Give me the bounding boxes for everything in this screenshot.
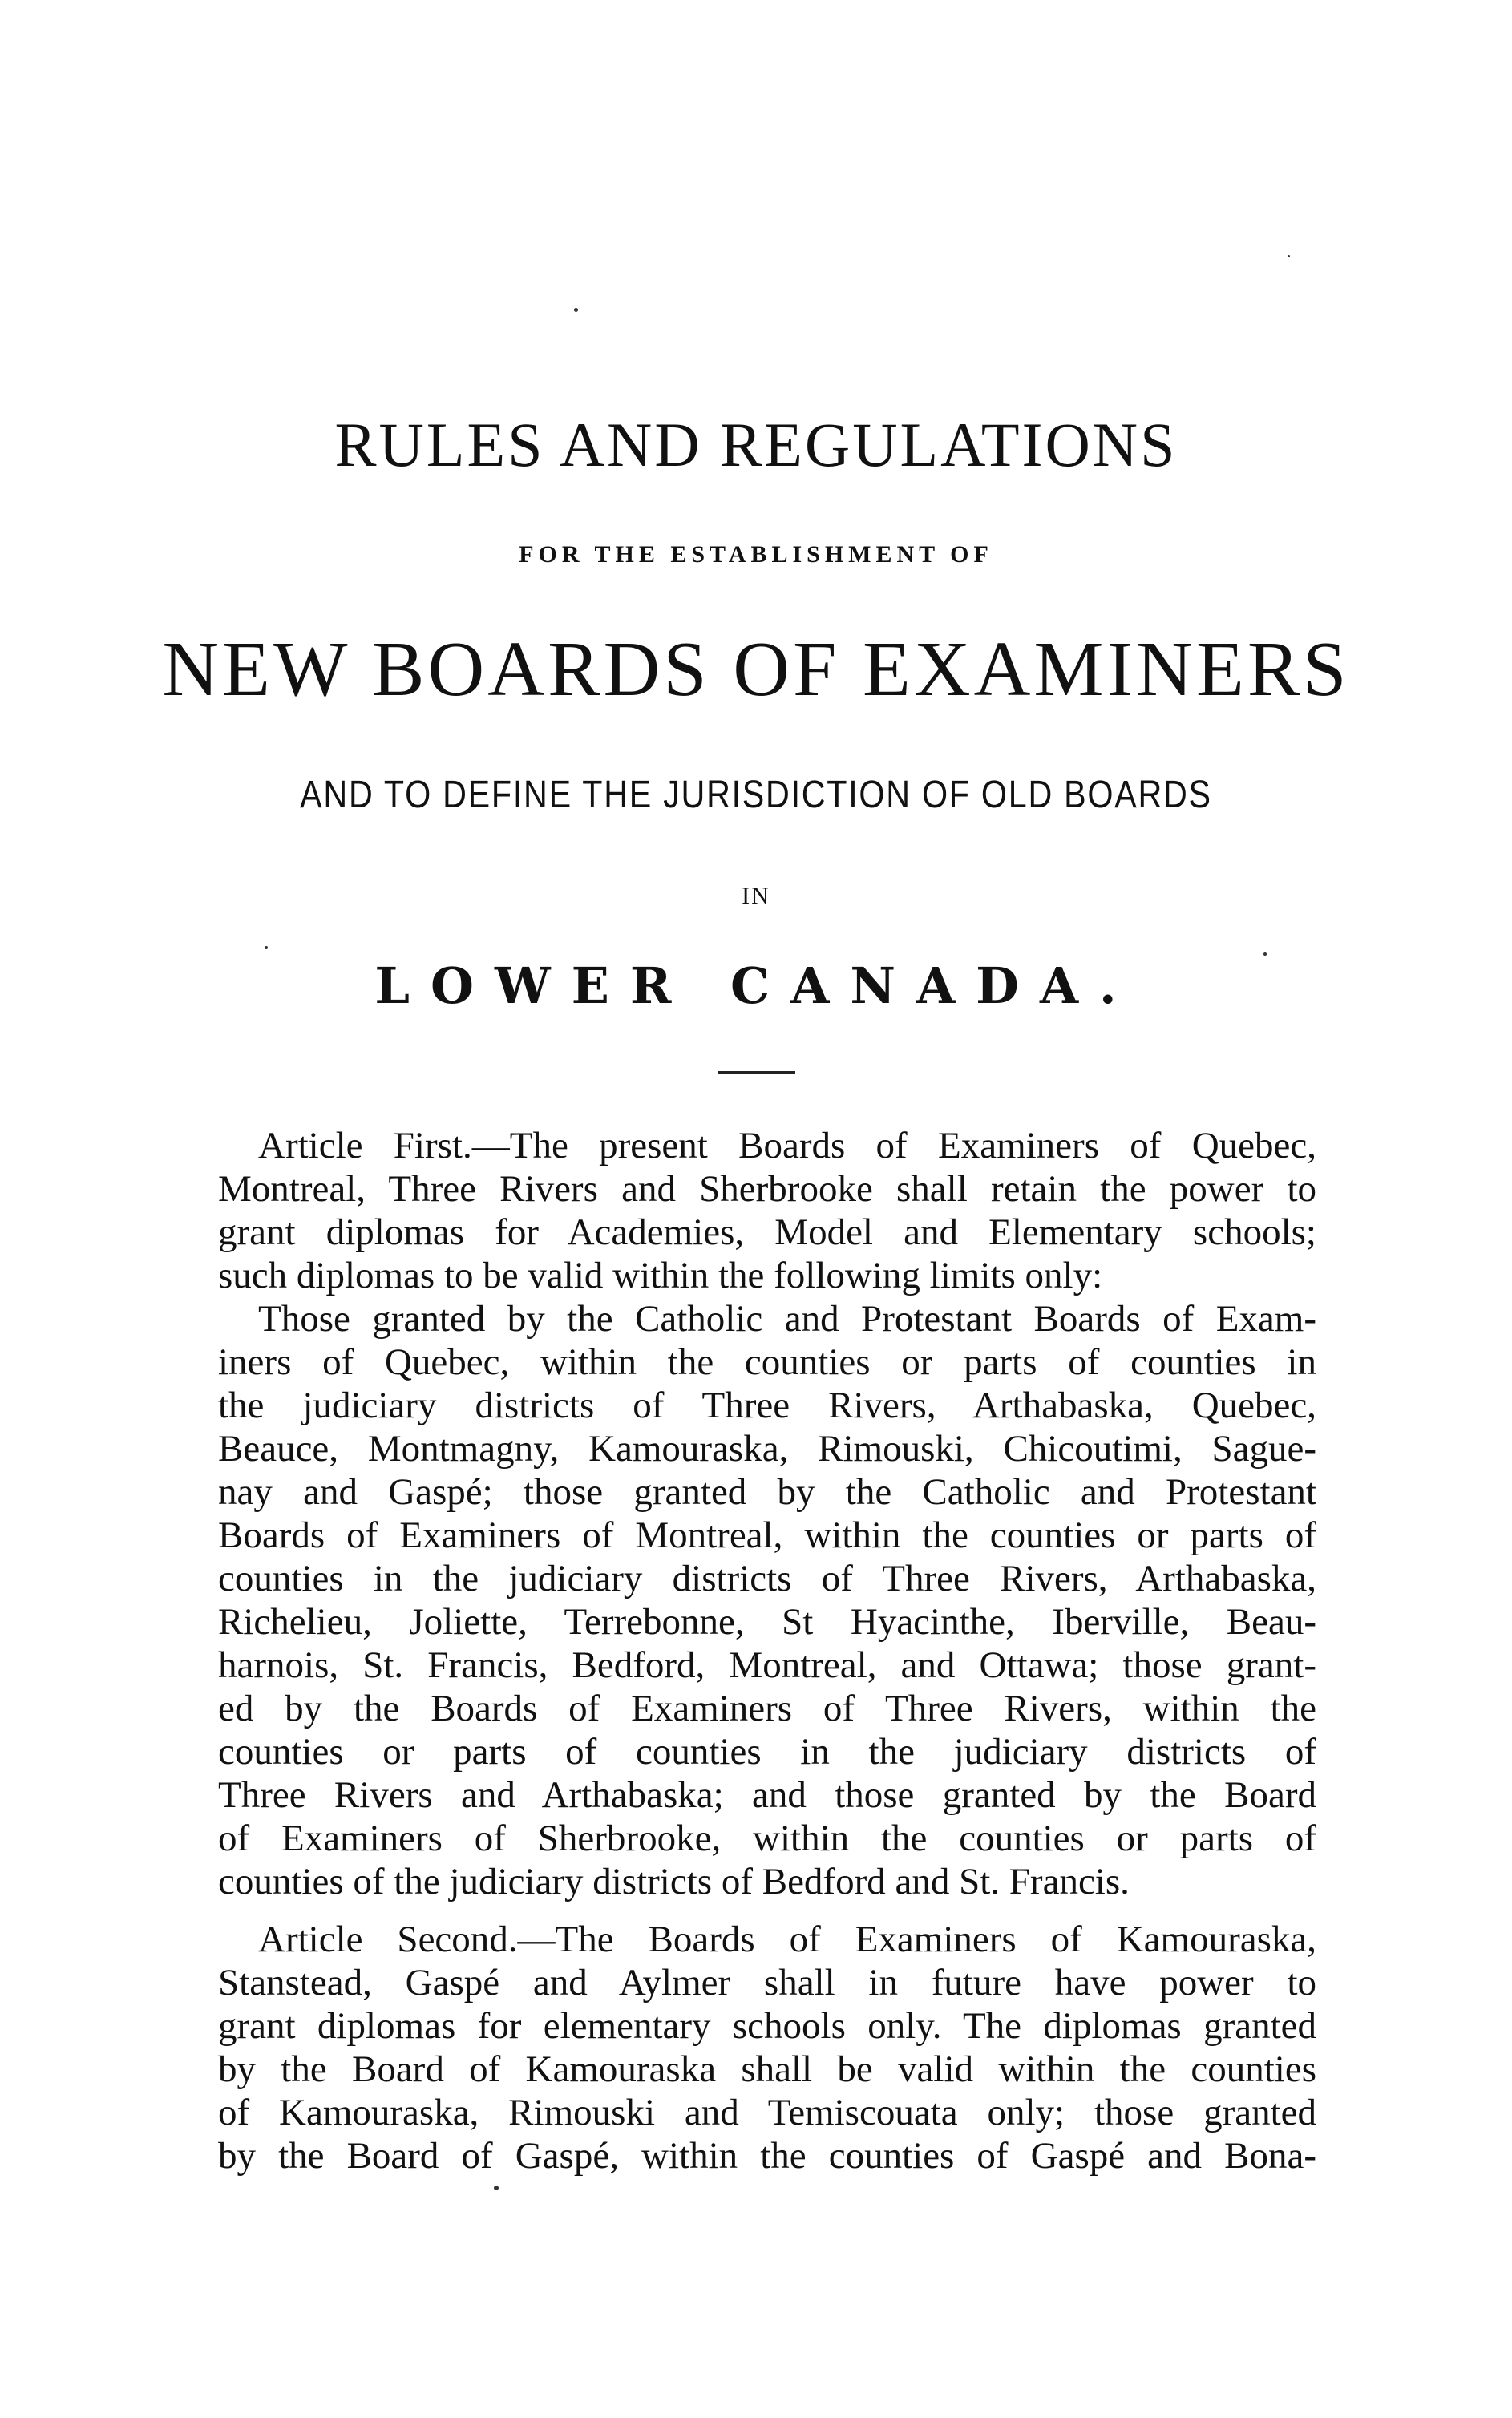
text-line: counties in the judiciary districts of Three Rivers, Arthabaska, xyxy=(218,1558,1316,1599)
text-line: iners of Quebec, within the counties or parts of counties in xyxy=(218,1341,1316,1383)
text-line: the judiciary districts of Three Rivers, Arthabaska, Quebec, xyxy=(218,1385,1316,1426)
text-line: Beauce, Montmagny, Kamouraska, Rimouski, Chicoutimi, Sague- xyxy=(218,1428,1316,1470)
text-line: Those granted by the Catholic and Protestant Boards of Exam- xyxy=(258,1298,1316,1340)
text-line: harnois, St. Francis, Bedford, Montreal, and Ottawa; those grant- xyxy=(218,1644,1316,1686)
text-line: by the Board of Kamouraska shall be valid within the counties xyxy=(218,2048,1316,2090)
text-line: Article First.—The present Boards of Examiners of Quebec, xyxy=(258,1125,1316,1167)
section-divider-rule xyxy=(718,1071,795,1074)
text-line: Montreal, Three Rivers and Sherbrooke shall retain the power to xyxy=(218,1168,1316,1210)
text-line: nay and Gaspé; those granted by the Catholic and Protestant xyxy=(218,1471,1316,1513)
paper-speck xyxy=(1288,255,1290,257)
paper-speck xyxy=(494,2186,499,2190)
text-line: Richelieu, Joliette, Terrebonne, St Hyacinthe, Iberville, Beau- xyxy=(218,1601,1316,1643)
text-line: of Kamouraska, Rimouski and Temiscouata only; those granted xyxy=(218,2092,1316,2133)
heading-lower-canada: LOWER CANADA. xyxy=(374,956,1138,1015)
text-line: by the Board of Gaspé, within the counties of Gaspé and Bona- xyxy=(218,2135,1316,2177)
text-line: Boards of Examiners of Montreal, within the counties or parts of xyxy=(218,1514,1316,1556)
heading-for-the-establishment: FOR THE ESTABLISHMENT OF xyxy=(519,541,993,568)
paper-speck xyxy=(265,946,268,949)
text-line: such diplomas to be valid within the following limits only: xyxy=(218,1255,1103,1296)
text-line: Article Second.—The Boards of Examiners of Kamouraska, xyxy=(258,1919,1316,1960)
text-line: counties of the judiciary districts of Bedford and St. Francis. xyxy=(218,1861,1130,1902)
text-line: of Examiners of Sherbrooke, within the counties or parts of xyxy=(218,1818,1316,1859)
text-line: Three Rivers and Arthabaska; and those granted by the Board xyxy=(218,1774,1316,1816)
text-line: grant diplomas for elementary schools only. The diplomas granted xyxy=(218,2005,1316,2047)
text-line: grant diplomas for Academies, Model and Elementary schools; xyxy=(218,1211,1316,1253)
heading-jurisdiction-old-boards: AND TO DEFINE THE JURISDICTION OF OLD BOARDS xyxy=(300,774,1212,816)
heading-new-boards-of-examiners: NEW BOARDS OF EXAMINERS xyxy=(162,626,1350,713)
text-line: counties or parts of counties in the judiciary districts of xyxy=(218,1731,1316,1773)
paper-speck xyxy=(1263,952,1267,956)
text-line: Stanstead, Gaspé and Aylmer shall in future have power to xyxy=(218,1962,1316,2004)
heading-in: IN xyxy=(742,883,770,909)
text-line: ed by the Boards of Examiners of Three Rivers, within the xyxy=(218,1688,1316,1729)
heading-rules-and-regulations: RULES AND REGULATIONS xyxy=(334,410,1178,479)
paper-speck xyxy=(574,308,578,312)
